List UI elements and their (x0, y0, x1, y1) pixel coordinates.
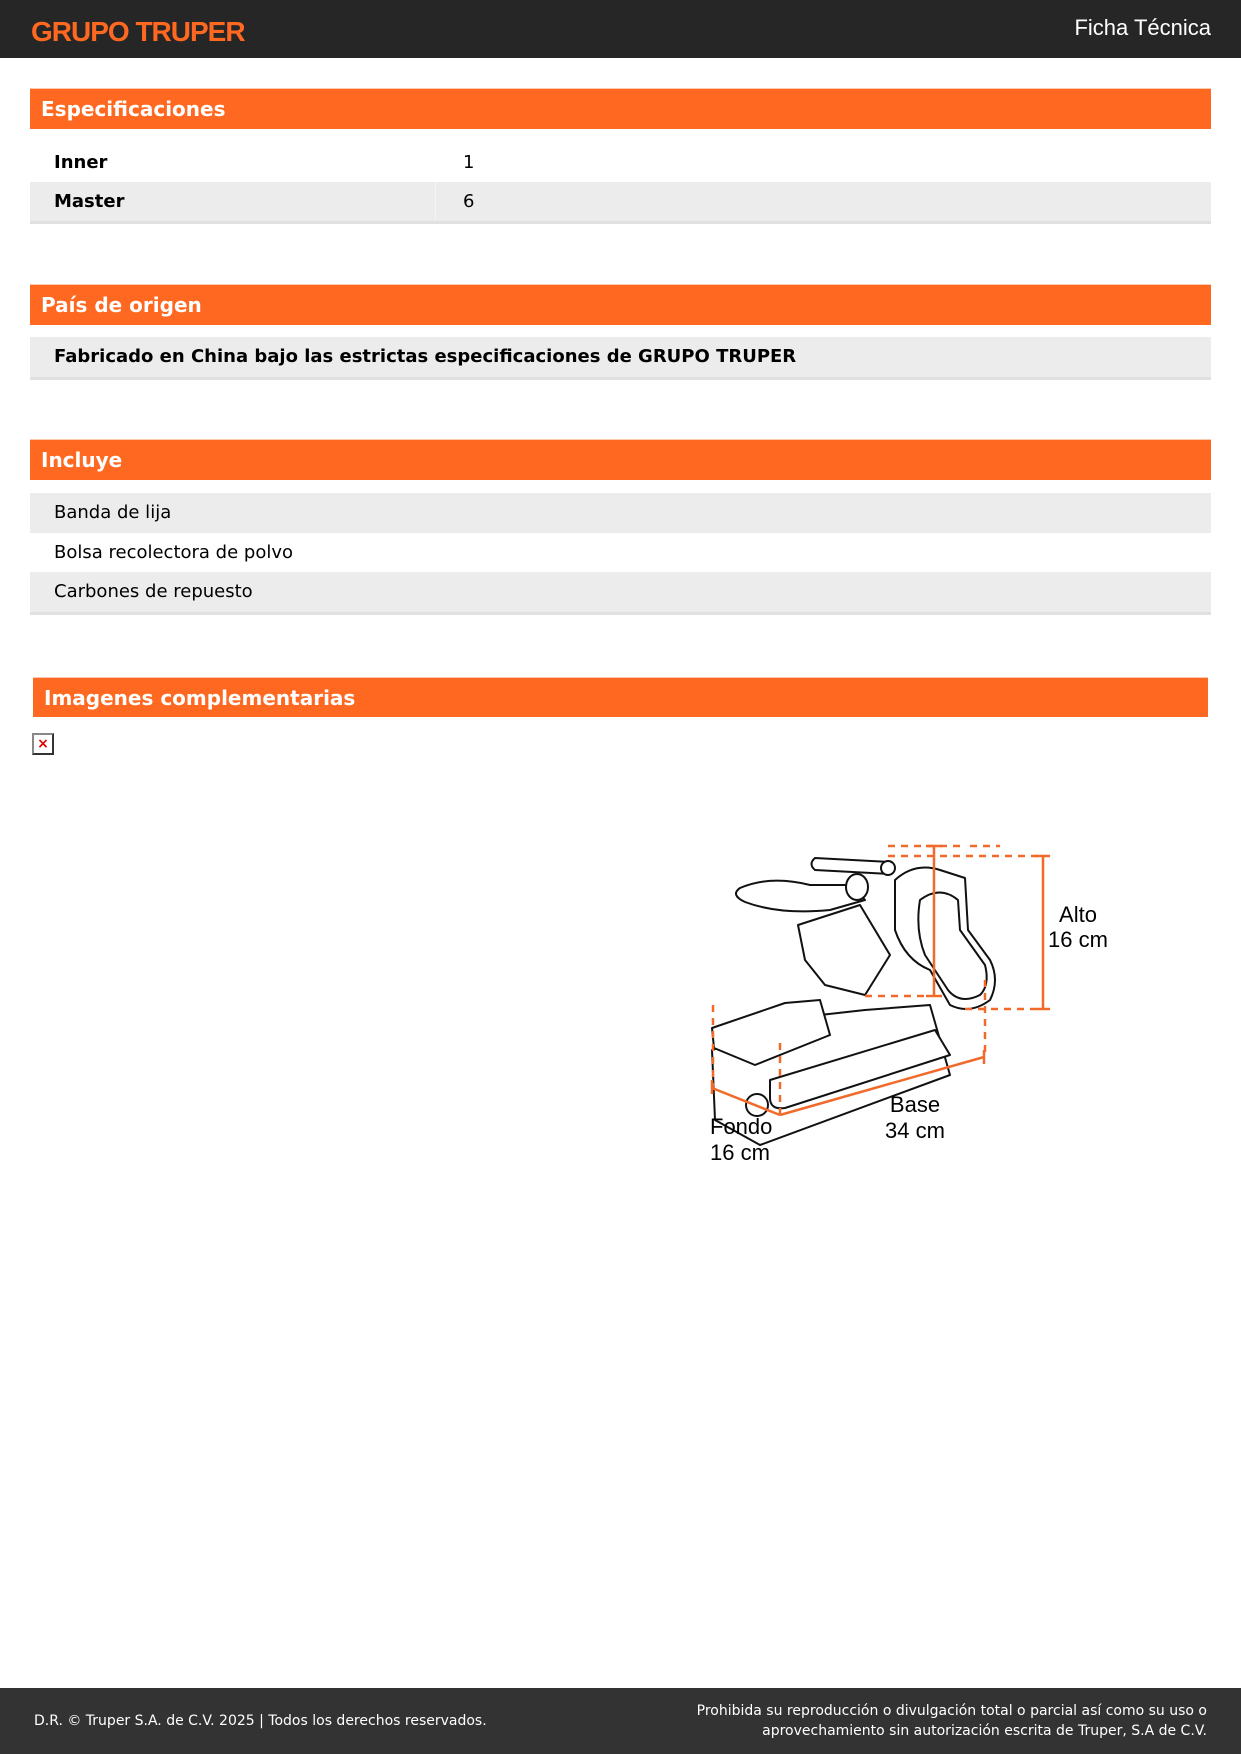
alto-label: Alto (1059, 902, 1097, 927)
fondo-label: Fondo (710, 1114, 773, 1139)
base-label: Base (889, 1092, 941, 1117)
document-title: Ficha Técnica (1074, 15, 1211, 40)
copyright-text: D.R. © Truper S.A. de C.V. 2025 | Todos los derechos reservados. (34, 1713, 487, 1729)
alto-value: 16 cm (1048, 927, 1108, 952)
list-item (30, 533, 1211, 573)
legal-line-1: Prohibida su reproducción o divulgación total o parcial así como su uso o (696, 1703, 1207, 1719)
section-header-incluye: Incluye (30, 439, 1211, 480)
spec-value: 6 (463, 191, 475, 212)
list-item (30, 493, 1211, 533)
column-divider (435, 182, 436, 221)
origin-row (30, 337, 1211, 380)
list-item-text: Carbones de repuesto (54, 581, 253, 602)
base-value: 34 cm (885, 1118, 945, 1143)
spec-label: Inner (54, 152, 108, 173)
legal-line-2: aprovechamiento sin autorización escrita de Truper, S.A de C.V. (762, 1723, 1207, 1739)
footer (0, 1688, 1241, 1754)
list-item-text: Bolsa recolectora de polvo (54, 542, 294, 563)
section-header-especificaciones: Especificaciones (30, 88, 1211, 129)
spec-value: 1 (463, 152, 475, 173)
list-item-text: Banda de lija (54, 502, 172, 523)
spec-row (30, 182, 1211, 224)
top-bar (0, 0, 1241, 58)
spec-row (30, 143, 1211, 183)
brand-logo: GRUPO TRUPER (31, 16, 245, 47)
broken-image-icon: × (32, 733, 54, 755)
product-dimension-diagram (690, 840, 1130, 1180)
section-header-imagenes: Imagenes complementarias (33, 677, 1208, 717)
list-item (30, 572, 1211, 615)
section-header-pais: País de origen (30, 284, 1211, 325)
fondo-value: 16 cm (710, 1140, 770, 1165)
spec-label: Master (54, 191, 125, 212)
legal-notice (647, 1701, 1207, 1741)
belt-sander-drawing (712, 858, 995, 1145)
origin-text: Fabricado en China bajo las estrictas especificaciones de GRUPO TRUPER (54, 346, 797, 367)
